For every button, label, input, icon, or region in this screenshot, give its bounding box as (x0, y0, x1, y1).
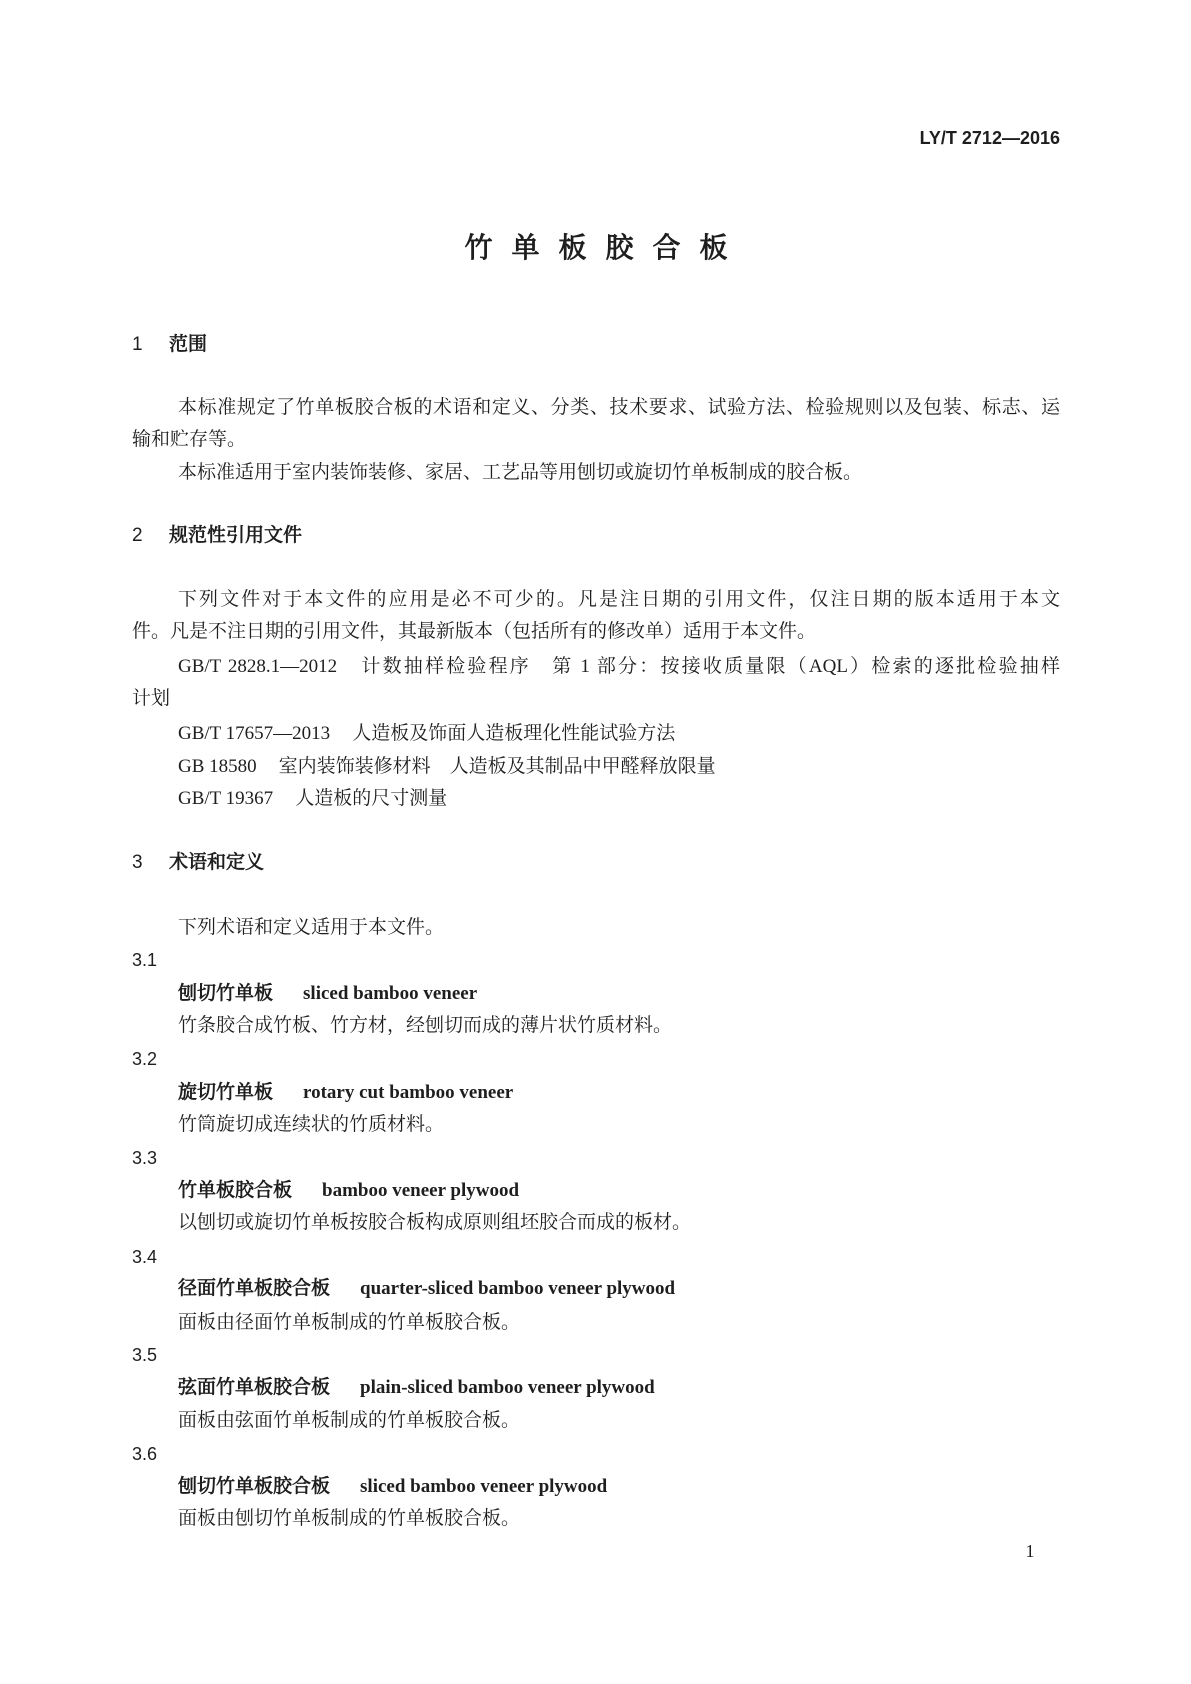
document-title: 竹单板胶合板 (464, 232, 747, 263)
term-number: 3.6 (132, 1444, 158, 1464)
section-heading-normative-references (132, 523, 1060, 549)
reference-title: 计数抽样检验程序 第 1 部分：按接收质量限（AQL）检索的逐批检验抽样 (359, 656, 1061, 677)
term-english: sliced bamboo veneer plywood (360, 1476, 608, 1497)
reference-code: GB/T 19367 (178, 788, 274, 809)
section-title: 术语和定义 (169, 852, 265, 873)
term-number: 3.3 (132, 1148, 158, 1168)
reference-entry (178, 721, 1060, 747)
paragraph-line: 输和贮存等。 (132, 429, 247, 450)
term-entry (178, 1276, 1060, 1302)
term-english: bamboo veneer plywood (322, 1180, 520, 1201)
terms-intro: 下列术语和定义适用于本文件。 (178, 917, 445, 938)
paragraph-line: 本标准规定了竹单板胶合板的术语和定义、分类、技术要求、试验方法、检验规则以及包装、标志、运 (178, 397, 1060, 418)
paragraph-line: 件。凡是不注日期的引用文件，其最新版本（包括所有的修改单）适用于本文件。 (132, 621, 817, 642)
section-heading-scope (132, 332, 1060, 358)
term-definition: 竹条胶合成竹板、竹方材，经刨切而成的薄片状竹质材料。 (178, 1015, 673, 1036)
paragraph-line: 本标准适用于室内装饰装修、家居、工艺品等用刨切或旋切竹单板制成的胶合板。 (178, 462, 863, 483)
term-number: 3.4 (132, 1247, 158, 1267)
term-chinese: 弦面竹单板胶合板 (178, 1377, 331, 1398)
term-definition: 面板由径面竹单板制成的竹单板胶合板。 (178, 1312, 521, 1333)
reference-code: GB 18580 (178, 756, 257, 777)
term-chinese: 竹单板胶合板 (178, 1180, 293, 1201)
section-number: 3 (132, 852, 143, 873)
term-entry (178, 1080, 1060, 1106)
term-english: quarter-sliced bamboo veneer plywood (360, 1278, 676, 1299)
reference-entry (178, 786, 1060, 812)
reference-title: 室内装饰装修材料 人造板及其制品中甲醛释放限量 (278, 756, 716, 777)
term-chinese: 径面竹单板胶合板 (178, 1278, 331, 1299)
section-title: 规范性引用文件 (169, 525, 303, 546)
term-definition: 面板由刨切竹单板制成的竹单板胶合板。 (178, 1508, 521, 1529)
term-entry (178, 1375, 1060, 1401)
term-english: plain-sliced bamboo veneer plywood (360, 1377, 655, 1398)
term-chinese: 旋切竹单板 (178, 1082, 274, 1103)
term-chinese: 刨切竹单板胶合板 (178, 1476, 331, 1497)
term-definition: 竹筒旋切成连续状的竹质材料。 (178, 1114, 445, 1135)
term-number: 3.2 (132, 1049, 158, 1069)
paragraph-line: 下列文件对于本文件的应用是必不可少的。凡是注日期的引用文件，仅注日期的版本适用于本文 (178, 589, 1060, 610)
term-english: sliced bamboo veneer (303, 983, 478, 1004)
page-number: 1 (1025, 1541, 1035, 1561)
reference-entry (178, 654, 1060, 680)
term-number: 3.1 (132, 950, 158, 970)
reference-title: 人造板及饰面人造板理化性能试验方法 (352, 723, 676, 744)
section-number: 1 (132, 334, 143, 355)
reference-title: 人造板的尺寸测量 (295, 788, 448, 809)
section-title: 范围 (169, 334, 208, 355)
term-number: 3.5 (132, 1345, 158, 1365)
reference-entry (178, 754, 1060, 780)
reference-code: GB/T 2828.1—2012 (178, 656, 338, 677)
section-number: 2 (132, 525, 143, 546)
term-english: rotary cut bamboo veneer (303, 1082, 514, 1103)
reference-code: GB/T 17657—2013 (178, 723, 331, 744)
section-heading-terms-and-definitions (132, 850, 1060, 876)
term-chinese: 刨切竹单板 (178, 983, 274, 1004)
term-definition: 面板由弦面竹单板制成的竹单板胶合板。 (178, 1410, 521, 1431)
term-definition: 以刨切或旋切竹单板按胶合板构成原则组坯胶合而成的板材。 (178, 1212, 692, 1233)
standard-code: LY/T 2712—2016 (919, 128, 1060, 148)
reference-title-continued: 计划 (132, 688, 171, 709)
term-entry (178, 1474, 1060, 1500)
term-entry (178, 1178, 1060, 1204)
term-entry (178, 981, 1060, 1007)
